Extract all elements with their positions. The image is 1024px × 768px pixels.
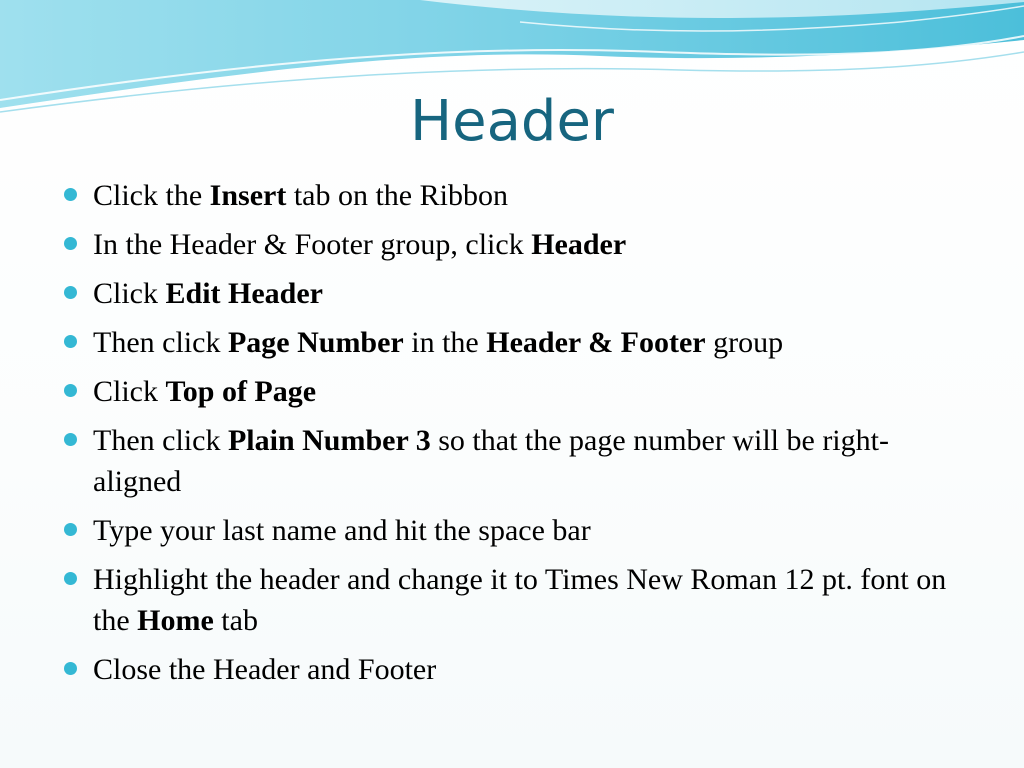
bullet-text-run: Type your last name and hit the space bar bbox=[93, 514, 591, 547]
bullet-bold-run: Header & Footer bbox=[486, 326, 706, 359]
bullet-item bbox=[62, 175, 972, 216]
bullet-item bbox=[62, 420, 972, 502]
bullet-text-run: Then click bbox=[93, 326, 228, 359]
bullet-item bbox=[62, 371, 972, 412]
bullet-bold-run: Plain Number 3 bbox=[227, 424, 431, 457]
bullet-dot-icon bbox=[64, 572, 77, 585]
bullet-text-run: Click bbox=[93, 277, 166, 310]
bullet-text bbox=[93, 375, 316, 408]
bullet-text-run: group bbox=[705, 326, 784, 359]
slide-title: Header bbox=[410, 89, 614, 154]
bullet-item bbox=[62, 649, 972, 690]
bullet-bold-run: Insert bbox=[209, 179, 287, 212]
bullet-text-run: In the Header & Footer group, click bbox=[93, 228, 532, 261]
bullet-text-run: tab bbox=[213, 604, 258, 637]
bullet-bold-run: Edit Header bbox=[165, 277, 323, 310]
bullet-text-run: Highlight the header and change it to Times New Roman 12 pt. font on the bbox=[93, 563, 947, 637]
bullet-text bbox=[93, 326, 783, 359]
bullet-bold-run: Header bbox=[531, 228, 627, 261]
bullet-text-run: in the bbox=[403, 326, 487, 359]
bullet-dot-icon bbox=[64, 523, 77, 536]
bullet-bold-run: Top of Page bbox=[165, 375, 317, 408]
bullet-text bbox=[93, 514, 591, 547]
bullet-bold-run: Page Number bbox=[227, 326, 404, 359]
bullet-item bbox=[62, 510, 972, 551]
bullet-dot-icon bbox=[64, 433, 77, 446]
bullet-dot-icon bbox=[64, 286, 77, 299]
bullet-dot-icon bbox=[64, 662, 77, 675]
bullet-item bbox=[62, 322, 972, 363]
bullet-text-run: Click the bbox=[93, 179, 210, 212]
bullet-text-run: so that the page number will be right-aligned bbox=[93, 424, 889, 498]
bullet-dot-icon bbox=[64, 335, 77, 348]
bullet-text bbox=[93, 179, 508, 212]
bullet-text bbox=[93, 424, 889, 498]
bullet-dot-icon bbox=[64, 188, 77, 201]
bullet-text-run: Click bbox=[93, 375, 166, 408]
bullet-text-run: tab on the Ribbon bbox=[286, 179, 508, 212]
bullet-text-run: Close the Header and Footer bbox=[93, 653, 437, 686]
bullet-dot-icon bbox=[64, 384, 77, 397]
bullet-text bbox=[93, 563, 946, 637]
bullet-text bbox=[93, 277, 323, 310]
bullet-item bbox=[62, 273, 972, 314]
bullet-item bbox=[62, 559, 972, 641]
bullet-dot-icon bbox=[64, 237, 77, 250]
bullet-bold-run: Home bbox=[137, 604, 214, 637]
bullet-text bbox=[93, 653, 436, 686]
bullet-list bbox=[62, 175, 972, 698]
bullet-item bbox=[62, 224, 972, 265]
bullet-text-run: Then click bbox=[93, 424, 228, 457]
bullet-text bbox=[93, 228, 626, 261]
